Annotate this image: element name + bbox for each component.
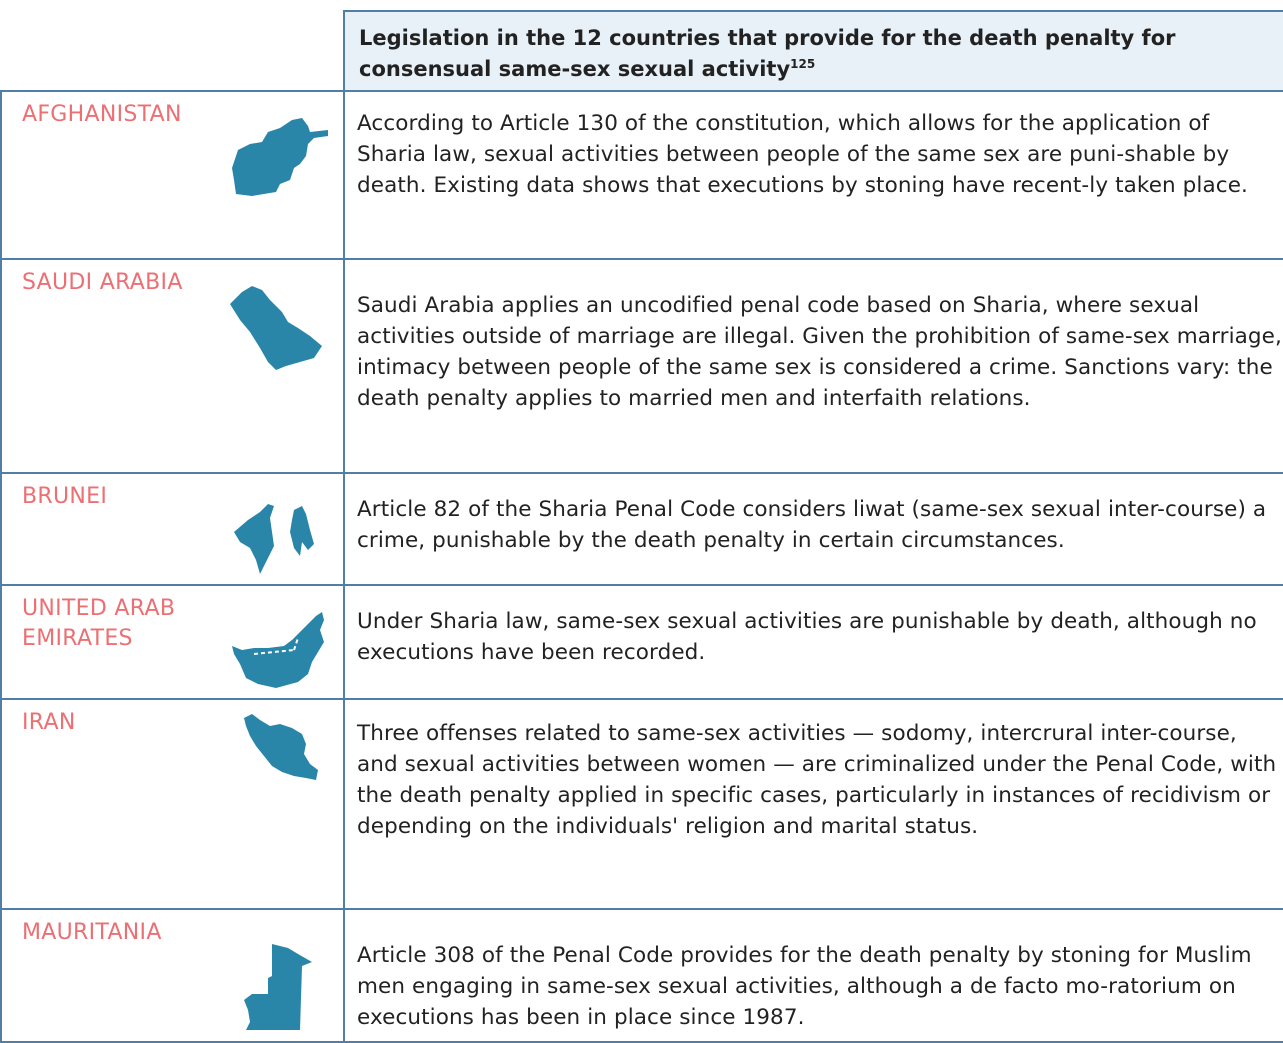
description-cell [343, 474, 1283, 584]
table-row [0, 584, 1283, 698]
table-row [0, 258, 1283, 472]
table-row [0, 90, 1283, 258]
table-row [0, 908, 1283, 1043]
country-name: SAUDI ARABIA [22, 270, 183, 295]
country-cell [0, 700, 343, 908]
legislation-text: Saudi Arabia applies an uncodified penal code based on Sharia, where sexual activities outside of marriage are illegal. Given the prohibition of same-sex marriage, intimacy between people of the same sex is considered a crime. Sanctions vary: the death penalty applies to married men and interfaith relations. [357, 293, 1282, 411]
legislation-text: Under Sharia law, same-sex sexual activities are punishable by death, although no executions have been recorded. [357, 609, 1257, 665]
country-cell [0, 474, 343, 584]
footnote-marker[interactable]: 125 [790, 57, 816, 71]
country-name: AFGHANISTAN [22, 102, 182, 127]
country-name: IRAN [22, 710, 76, 735]
legislation-text: According to Article 130 of the constitution, which allows for the application of Sharia law, sexual activities between people of the same sex are puni-shable by death. Existing data shows that executions by stoning have recent-ly taken place. [357, 111, 1248, 198]
description-cell [343, 260, 1283, 472]
header-text: Legislation in the 12 countries that provide for the death penalty for consensual same-sex sexual activity [359, 26, 1176, 81]
country-name: BRUNEI [22, 484, 108, 509]
description-cell [343, 910, 1283, 1041]
country-cell [0, 92, 343, 258]
country-cell [0, 910, 343, 1041]
legislation-text: Three offenses related to same-sex activities — sodomy, intercrural inter-course, and sexual activities between women — are criminalized under the Penal Code, with the death penalty applied in specific cases, particularly in instances of recidivism or depending on the individuals' religion and marital status. [357, 721, 1277, 839]
country-cell [0, 586, 343, 698]
description-cell [343, 700, 1283, 908]
table-header-title [359, 23, 1259, 85]
afghanistan-map-icon [228, 110, 332, 200]
brunei-map-icon [230, 500, 324, 584]
iran-map-icon [240, 712, 322, 784]
country-name: MAURITANIA [22, 920, 162, 945]
legislation-text: Article 82 of the Sharia Penal Code considers liwat (same-sex sexual inter-course) a crime, punishable by the death penalty in certain circumstances. [357, 497, 1267, 553]
saudi-arabia-map-icon [226, 282, 326, 372]
description-cell [343, 586, 1283, 698]
table-row [0, 472, 1283, 584]
table-header [343, 10, 1283, 90]
legislation-text: Article 308 of the Penal Code provides for the death penalty by stoning for Muslim men engaging in same-sex sexual activities, although a de facto mo-ratorium on executions has been in place since 1987. [357, 943, 1252, 1030]
mauritania-map-icon [242, 940, 322, 1034]
uae-map-icon [228, 608, 332, 696]
table-row [0, 698, 1283, 908]
country-cell [0, 260, 343, 472]
country-name: UNITED ARAB EMIRATES [22, 596, 176, 651]
description-cell [343, 92, 1283, 258]
